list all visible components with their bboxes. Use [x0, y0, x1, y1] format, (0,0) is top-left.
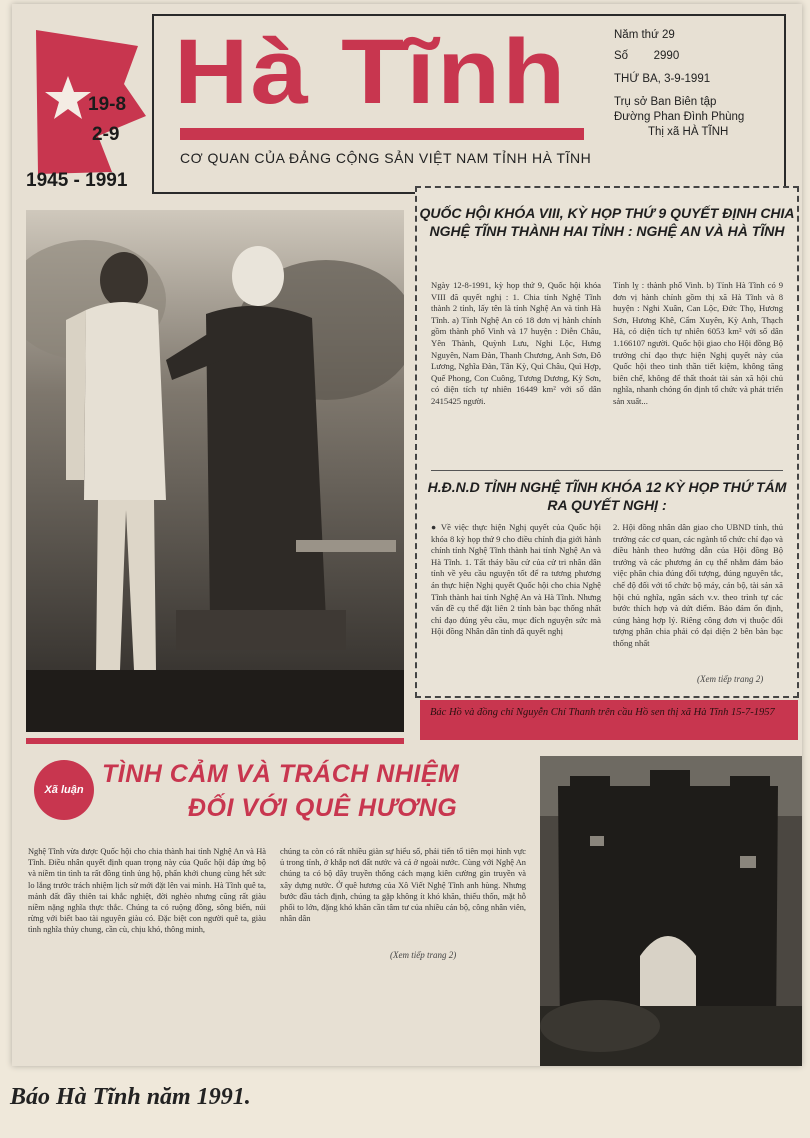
gate-photo [540, 756, 802, 1066]
issue-meta [614, 28, 744, 140]
editorial-title-1: TÌNH CẢM VÀ TRÁCH NHIỆM [102, 760, 460, 788]
page-caption: Báo Hà Tĩnh năm 1991. [10, 1084, 251, 1110]
article1-col-right: Tỉnh lỵ : thành phố Vinh. b) Tỉnh Hà Tĩnh có 9 đơn vị hành chính gồm thị xã Hà Tĩnh và 8 huyện : Nghi Xuân, Can Lộc, Đức Thọ, Hương Sơn, Hương Khê, Cẩm Xuyên, Kỳ Anh, Thạch Hà, có diện tích tự nhiên 6053 km² với số dân 1.166107 người. Quốc hội giao cho Hội đồng Bộ trưởng chỉ đạo thực hiện Nghị quyết này của Quốc hội theo tinh thần tiết kiệm, không tăng biên chế, không để thất thoát tài sản xã hội chủ nghĩa, nhanh chóng ổn định tổ chức và phát triển sản xuất... [613, 280, 783, 406]
article2-col-right: 2. Hội đồng nhân dân giao cho UBND tỉnh, thủ trưởng các cơ quan, các ngành tổ chức chỉ đạo và điều hành theo hướng dẫn của Hội đồng Bộ trưởng và các phương án cụ thể nhằm đảm bảo việc phân chia đúng đối tượng, đúng nguyên tắc, chế độ đối với tổ chức bộ máy, cán bộ, tài sản xã hội chủ nghĩa, ngân sách v.v. theo trình tự các bước thích hợp và dứt điểm. Bảo đảm ổn định, củng hàng hợp lý. Riêng công đơn vị thuộc đối tượng phân chia phải có đại diện 2 bên bàn bạc thống nhất [613, 522, 783, 648]
article1-col-left: Ngày 12-8-1991, kỳ họp thứ 9, Quốc hội khóa VIII đã quyết nghị : 1. Chia tỉnh Nghệ Tĩnh thành 2 tỉnh, lấy tên là tỉnh Nghệ An và tỉnh Hà Tĩnh. a) Tỉnh Nghệ An có 18 đơn vị hành chính gồm thành phố Vinh và 17 huyện : Diễn Châu, Yên Thành, Quỳnh Lưu, Nghi Lộc, Hưng Nguyên, Nam Đàn, Thanh Chương, Anh Sơn, Đô Lương, Nghĩa Đàn, Tân Kỳ, Quì Châu, Quì Hợp, Quế Phong, Con Cuông, Tương Dương, Kỳ Sơn, có diện tích tự nhiên 16449 km² với số dân 2415425 người. [431, 280, 601, 406]
office-line-3: Thị xã HÀ TĨNH [648, 126, 729, 138]
editorial-title-2: ĐỐI VỚI QUÊ HƯƠNG [188, 794, 458, 822]
article2-continued: (Xem tiếp trang 2) [697, 674, 764, 684]
editorial-col-right: chúng ta còn có rất nhiều giàn sự hiểu số, phải tiến tổ tiên mọi hình vực ủ trong tỉnh, ở khắp nơi đất nước và cả ở ngoài nước. Cùng với Nghệ An chúng ta có bộ dây truyền thống cách mạng kiên cường gìn truyền và xây dựng nước. Ở quê hương của Xô Viết Nghệ Tĩnh anh hùng. Nhưng bước đầu tách định, chúng ta gặp không ít khó khăn, thiếu thốn, mặt hỗ phối to lớn, đặng khó khăn cần tâm tư của nhiều cán bộ, công nhân viên, nhân dân [280, 847, 526, 924]
editorial-continued: (Xem tiếp trang 2) [390, 950, 457, 960]
article2-headline: H.Đ.N.D TỈNH NGHỆ TĨNH KHÓA 12 KỲ HỌP THỨ TÁM RA QUYẾT NGHỊ : [427, 479, 787, 513]
editorial-col-left: Nghệ Tĩnh vừa được Quốc hội cho chia thành hai tỉnh Nghệ An và Hà Tĩnh. Điều nhân quyết định quan trọng này của Quốc hội đáp ứng bộ và niềm tin tình ta rất đồng tình ủng hộ, phấn khởi chung cùng hết sức lo lắng trước trách nhiệm lịch sử mới đặt lên vai mình. Hà Tĩnh quê ta, mảnh đất đầy thiên tai khắc nghiệt, đời nghèo nhưng cũng rất giàu niềm nặng nghĩa thực thắc. Chúng ta có ruộng đồng, sông biển, núi rừng với biết bao tài nguyên giàu có. Đặc biệt con người quê ta, giàu tình nghĩa thủy chung, cần cù, chịu khó, thông minh, [28, 847, 266, 935]
front-photo [26, 210, 404, 732]
editorial-badge: Xã luận [34, 760, 94, 820]
issue-date: THỨ BA, 3-9-1991 [614, 73, 711, 85]
office-line-1: Trụ sở Ban Biên tập [614, 96, 717, 108]
newspaper-subtitle: CƠ QUAN CỦA ĐẢNG CỘNG SẢN VIỆT NAM TỈNH HÀ TĨNH [180, 150, 592, 166]
article2-col-left: ● Về việc thực hiện Nghị quyết của Quốc hội khóa 8 kỳ họp thứ 9 cho điều chỉnh địa giới hành chính tỉnh Nghệ Tĩnh thành hai tỉnh Nghệ An và Hà Tĩnh. 1. Tất thảy bầu cử của cử tri nhân dân tỉnh về yêu cầu nguyện tốt để ra tương phương án thực hiện Nghị quyết Quốc hội cho chia Nghệ Tĩnh thành hai tỉnh Nghệ An và Hà Tĩnh. Nhưng vấn đề cụ thể đặt liên 2 tỉnh bàn bạc thống nhất chỉ đạo đúng yêu cầu, mục đích nguyện sức mà Hội đồng Nhân dân tỉnh đã quyết nghị [431, 522, 601, 637]
photo-caption: Bác Hồ và đồng chí Nguyễn Chí Thanh trên cầu Hồ sen thị xã Hà Tĩnh 15-7-1957 [420, 700, 798, 740]
newspaper-page [12, 4, 802, 1066]
article1-headline: QUỐC HỘI KHÓA VIII, KỲ HỌP THỨ 9 QUYẾT ĐỊNH CHIA NGHỆ TĨNH THÀNH HAI TỈNH : NGHỆ AN VÀ HÀ TĨNH [419, 205, 795, 239]
year-label: Năm thứ 29 [614, 29, 675, 41]
flag-date-2: 2-9 [92, 124, 120, 145]
gate-illustration [540, 756, 802, 1066]
flag-date-1: 19-8 [88, 94, 127, 115]
article-box [415, 186, 799, 698]
newspaper-title: Hà Tĩnh [174, 21, 568, 123]
masthead [152, 14, 786, 194]
editorial-rule [26, 738, 404, 744]
photo-illustration [26, 210, 404, 732]
issue-number: Số 2990 [614, 50, 680, 62]
article-separator [431, 470, 783, 471]
title-underline [180, 128, 584, 140]
office-line-2: Đường Phan Đình Phùng [614, 111, 745, 123]
flag-years: 1945 - 1991 [26, 170, 128, 191]
